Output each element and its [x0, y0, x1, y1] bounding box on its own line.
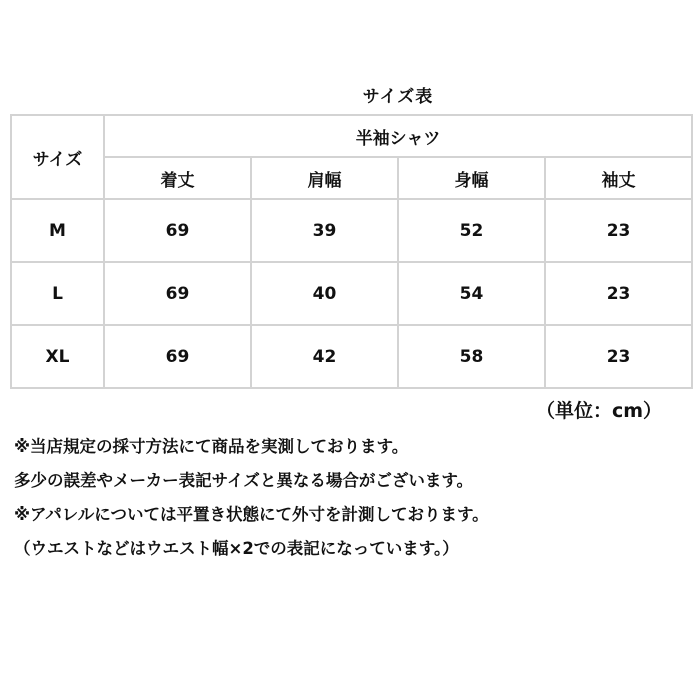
table-row [11, 325, 692, 388]
note-line: ※当店規定の採寸方法にて商品を実測しております。 [14, 437, 409, 456]
table-cell: 39 [251, 199, 398, 262]
size-label: L [11, 262, 104, 325]
table-header-row [11, 115, 692, 157]
page-title: サイズ表 [362, 87, 434, 107]
table-cell: 69 [104, 199, 251, 262]
table-cell: 42 [251, 325, 398, 388]
table-row [11, 199, 692, 262]
unit-label: （単位：cm） [535, 400, 662, 422]
notes-block [14, 430, 694, 566]
note-line: ※アパレルについては平置き状態にて外寸を計測しております。 [14, 505, 489, 524]
note-line: （ウエストなどはウエスト幅×2での表記になっています。） [14, 539, 459, 558]
column-header-length: 着丈 [104, 157, 251, 199]
size-header: サイズ [11, 115, 104, 199]
column-header-sleeve: 袖丈 [545, 157, 692, 199]
table-cell: 54 [398, 262, 545, 325]
table-cell: 23 [545, 199, 692, 262]
size-label: M [11, 199, 104, 262]
table-cell: 23 [545, 325, 692, 388]
table-row [11, 262, 692, 325]
group-header: 半袖シャツ [104, 115, 692, 157]
column-header-shoulder: 肩幅 [251, 157, 398, 199]
table-cell: 52 [398, 199, 545, 262]
table-cell: 69 [104, 262, 251, 325]
size-label: XL [11, 325, 104, 388]
table-cell: 69 [104, 325, 251, 388]
size-table [10, 114, 693, 389]
table-column-header-row [11, 157, 692, 199]
table-cell: 23 [545, 262, 692, 325]
table-cell: 58 [398, 325, 545, 388]
table-cell: 40 [251, 262, 398, 325]
note-line: 多少の誤差やメーカー表記サイズと異なる場合がございます。 [14, 471, 474, 490]
column-header-chest: 身幅 [398, 157, 545, 199]
